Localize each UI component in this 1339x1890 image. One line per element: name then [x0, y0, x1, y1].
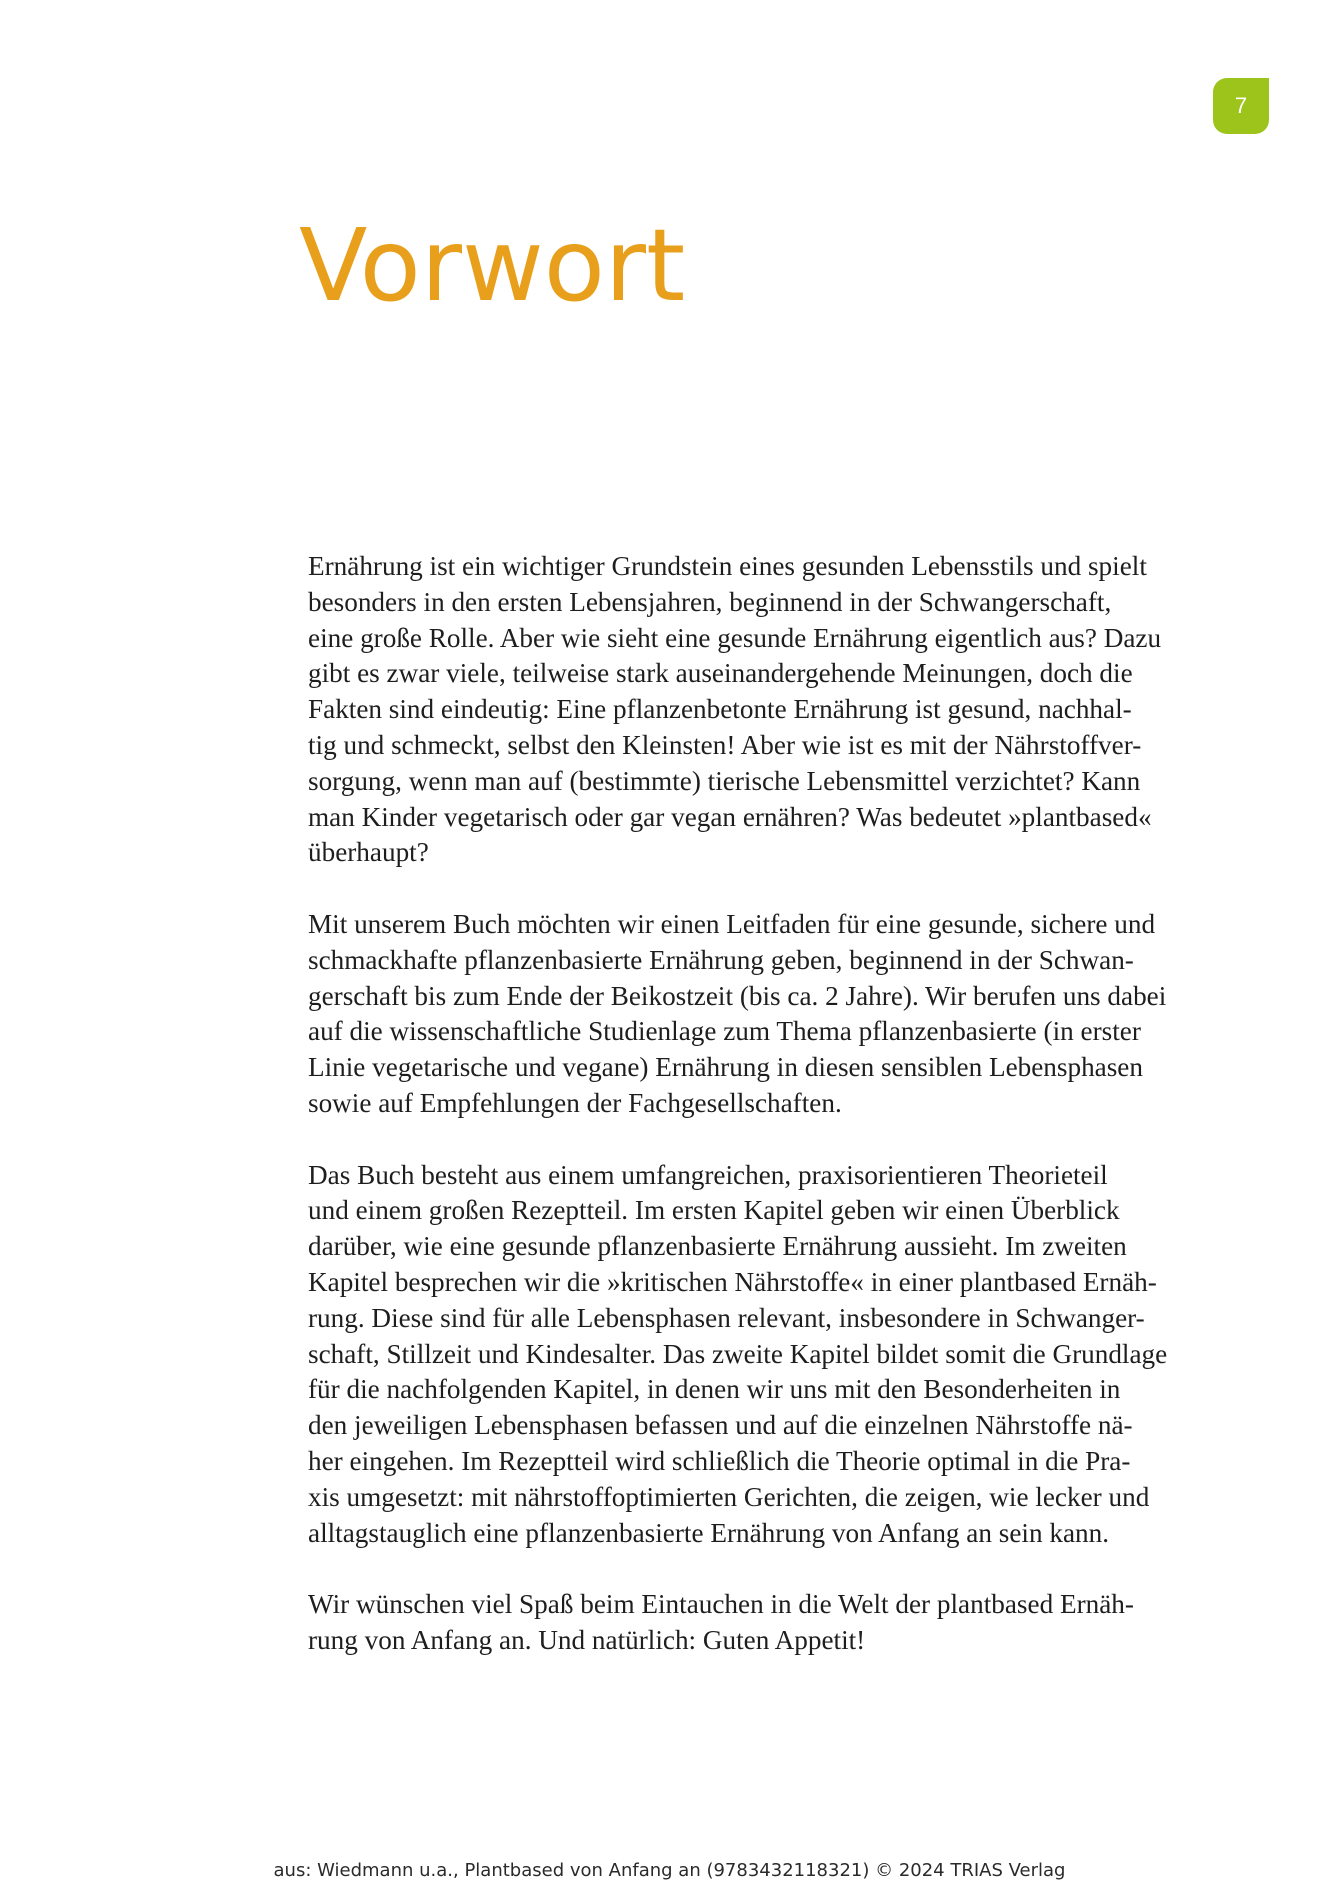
paragraph-4 [308, 1587, 1208, 1659]
text-line: sowie auf Empfehlungen der Fachgesellschaften. [308, 1087, 842, 1118]
text-line: gibt es zwar viele, teilweise stark auseinandergehende Meinungen, doch die [308, 658, 1133, 689]
page-number-badge [1213, 78, 1269, 134]
page-number: 7 [1234, 93, 1248, 118]
text-line: xis umgesetzt: mit nährstoffoptimierten Gerichten, die zeigen, wie lecker und [308, 1481, 1150, 1512]
text-line: auf die wissenschaftliche Studienlage zum Thema pflanzenbasierte (in erster [308, 1016, 1141, 1047]
text-line: her eingehen. Im Rezeptteil wird schließlich die Theorie optimal in die Pra- [308, 1445, 1131, 1476]
text-line: sorgung, wenn man auf (bestimmte) tierische Lebensmittel verzichtet? Kann [308, 765, 1141, 796]
copyright-footer: aus: Wiedmann u.a., Plantbased von Anfang an (9783432118321) © 2024 TRIAS Verlag [273, 1860, 1066, 1881]
text-line: Linie vegetarische und vegane) Ernährung in diesen sensiblen Lebensphasen [308, 1052, 1143, 1083]
text-line: überhaupt? [308, 837, 429, 868]
text-line: gerschaft bis zum Ende der Beikostzeit (bis ca. 2 Jahre). Wir berufen uns dabei [308, 980, 1167, 1011]
text-line: Fakten sind eindeutig: Eine pflanzenbetonte Ernährung ist gesund, nachhal- [308, 694, 1132, 725]
page-title: Vorwort [299, 207, 686, 324]
text-line: und einem großen Rezeptteil. Im ersten Kapitel geben wir einen Überblick [308, 1195, 1120, 1226]
text-line: schmackhafte pflanzenbasierte Ernährung geben, beginnend in der Schwan- [308, 944, 1134, 975]
text-line: alltagstauglich eine pflanzenbasierte Ernährung von Anfang an sein kann. [308, 1517, 1109, 1548]
paragraph-3 [308, 1158, 1208, 1552]
paragraph-2 [308, 907, 1208, 1122]
text-line: darüber, wie eine gesunde pflanzenbasierte Ernährung aussieht. Im zweiten [308, 1231, 1127, 1262]
text-line: Mit unserem Buch möchten wir einen Leitfaden für eine gesunde, sichere und [308, 908, 1156, 939]
text-line: man Kinder vegetarisch oder gar vegan ernähren? Was bedeutet »plantbased« [308, 801, 1152, 832]
text-line: für die nachfolgenden Kapitel, in denen wir uns mit den Besonderheiten in [308, 1374, 1121, 1405]
text-line: den jeweiligen Lebensphasen befassen und auf die einzelnen Nährstoffe nä- [308, 1410, 1133, 1441]
text-line: Ernährung ist ein wichtiger Grundstein eines gesunden Lebensstils und spielt [308, 551, 1147, 581]
text-line: Das Buch besteht aus einem umfangreichen, praxisorientieren Theorieteil [308, 1159, 1108, 1190]
text-line: rung. Diese sind für alle Lebensphasen relevant, insbesondere in Schwanger- [308, 1302, 1145, 1333]
text-line: eine große Rolle. Aber wie sieht eine gesunde Ernährung eigentlich aus? Dazu [308, 622, 1162, 653]
text-line: schaft, Stillzeit und Kindesalter. Das zweite Kapitel bildet somit die Grundlage [308, 1338, 1168, 1369]
text-line: tig und schmeckt, selbst den Kleinsten! Aber wie ist es mit der Nährstoffver- [308, 729, 1142, 760]
preface-body [308, 549, 1208, 1695]
text-line: besonders in den ersten Lebensjahren, beginnend in der Schwangerschaft, [308, 586, 1112, 617]
paragraph-1 [308, 549, 1208, 871]
text-line: rung von Anfang an. Und natürlich: Guten Appetit! [308, 1624, 866, 1655]
text-line: Wir wünschen viel Spaß beim Eintauchen in die Welt der plantbased Ernäh- [308, 1589, 1134, 1620]
text-line: Kapitel besprechen wir die »kritischen Nährstoffe« in einer plantbased Ernäh- [308, 1266, 1157, 1297]
